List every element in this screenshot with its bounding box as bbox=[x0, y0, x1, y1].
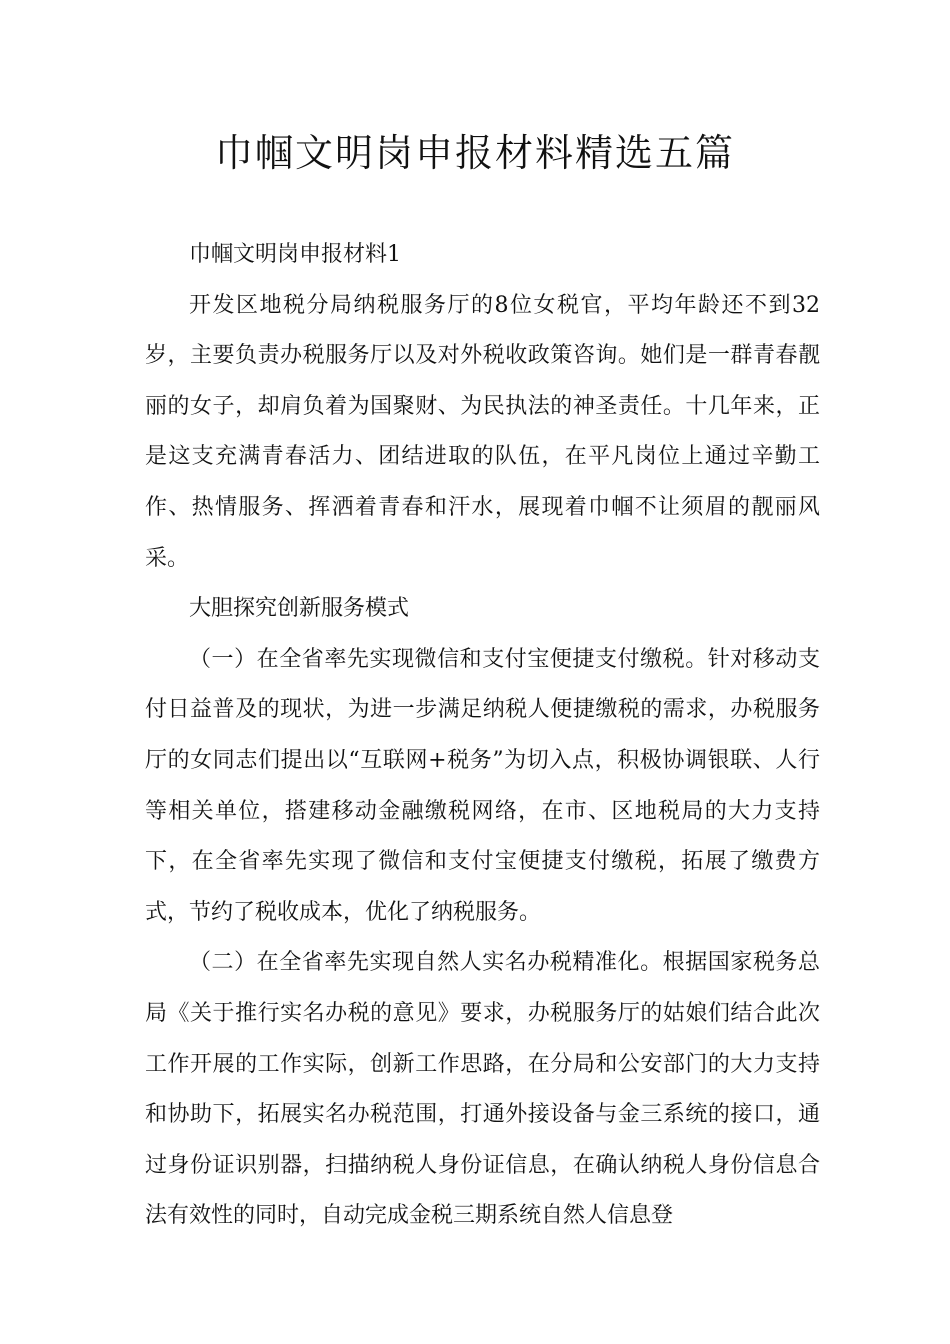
document-subtitle: 巾帼文明岗申报材料1 bbox=[189, 242, 401, 267]
section-heading: 大胆探究创新服务模式 bbox=[189, 596, 410, 622]
item-paragraph-1: （一）在全省率先实现微信和支付宝便捷支付缴税。针对移动支付日益普及的现状，为进一步满足纳税人便捷缴税的需求，办税服务厅的女同志们提出以“互联网+税务”为切入点，积极协调银联、人行等相关单位，搭建移动金融缴税网络，在市、区地税局的大力支持下，在全省率先实现了微信和支付宝便捷支付缴税，拓展了缴费方式，节约了税收成本，优化了纳税服务。 bbox=[145, 646, 820, 925]
intro-paragraph: 开发区地税分局纳税服务厅的8位女税官，平均年龄还不到32岁，主要负责办税服务厅以及对外税收政策咨询。她们是一群青春靓丽的女子，却肩负着为国聚财、为民执法的神圣责任。十几年来，正是这支充满青春活力、团结进取的队伍，在平凡岗位上通过辛勤工作、热情服务、挥洒着青春和汗水，展现着巾帼不让须眉的靓丽风采。 bbox=[145, 292, 820, 571]
document-body bbox=[145, 230, 820, 1242]
item-paragraph-2: （二）在全省率先实现自然人实名办税精准化。根据国家税务总局《关于推行实名办税的意见》要求，办税服务厅的姑娘们结合此次工作开展的工作实际，创新工作思路，在分局和公安部门的大力支持和协助下，拓展实名办税范围，打通外接设备与金三系统的接口，通过身份证识别器，扫描纳税人身份证信息，在确认纳税人身份信息合法有效性的同时，自动完成金税三期系统自然人信息登 bbox=[145, 950, 820, 1229]
document-title: 巾帼文明岗申报材料精选五篇 bbox=[214, 131, 735, 175]
